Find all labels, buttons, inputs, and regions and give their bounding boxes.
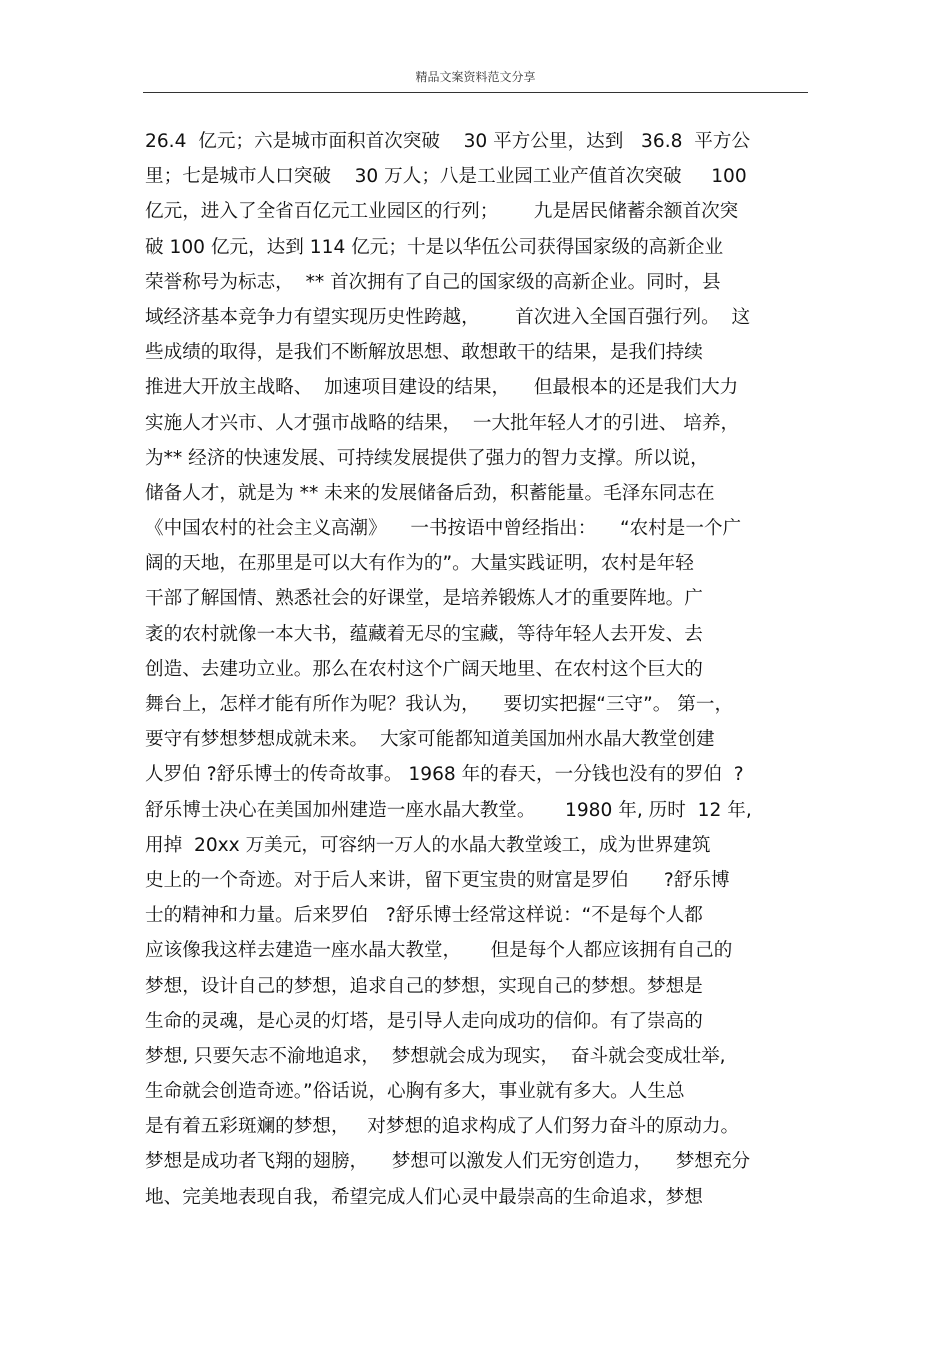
text-line: 应该像我这样去建造一座水晶大教堂， 但是每个人都应该拥有自己的 [145, 940, 733, 962]
text-line: 生命就会创造奇迹。”俗话说，心胸有多大，事业就有多大。人生总 [145, 1081, 685, 1103]
text-line: 梦想, 只要矢志不渝地追求， 梦想就会成为现实， 奋斗就会变成壮举, [145, 1045, 726, 1067]
page-header [143, 66, 808, 93]
text-line: 用掉 20xx 万美元，可容纳一万人的水晶大教堂竣工，成为世界建筑 [145, 834, 711, 856]
text-line: 史上的一个奇迹。对于后人来讲，留下更宝贵的财富是罗伯 ?舒乐博 [145, 869, 730, 891]
text-line: 人罗伯 ?舒乐博士的传奇故事。 1968 年的春天，一分钱也没有的罗伯 ? [145, 764, 744, 786]
text-line: 阔的天地，在那里是可以大有作为的”。大量实践证明，农村是年轻 [145, 553, 694, 575]
text-line: 里；七是城市人口突破 30 万人；八是工业园工业产值首次突破 100 [145, 166, 747, 188]
text-line: 干部了解国情、熟悉社会的好课堂，是培养锻炼人才的重要阵地。广 [145, 588, 703, 610]
text-line: 梦想，设计自己的梦想，追求自己的梦想，实现自己的梦想。梦想是 [145, 975, 703, 997]
text-line: 要守有梦想梦想成就未来。 大家可能都知道美国加州水晶大教堂创建 [145, 729, 715, 751]
page-header-title: 精品文案资料范文分享 [415, 70, 536, 84]
text-line: 《中国农村的社会主义高潮》 一书按语中曾经指出： “农村是一个广 [145, 518, 742, 540]
text-line: 破 100 亿元，达到 114 亿元；十是以华伍公司获得国家级的高新企业 [145, 236, 724, 258]
text-line: 士的精神和力量。后来罗伯 ?舒乐博士经常这样说：“不是每个人都 [145, 905, 703, 927]
text-line: 舒乐博士决心在美国加州建造一座水晶大教堂。 1980 年, 历时 12 年, [145, 799, 752, 821]
text-line: 创造、去建功立业。那么在农村这个广阔天地里、在农村这个巨大的 [145, 658, 703, 680]
text-line: 地、完美地表现自我，希望完成人们心灵中最崇高的生命追求，梦想 [145, 1186, 703, 1208]
text-line: 26.4 亿元；六是城市面积首次突破 30 平方公里，达到 36.8 平方公 [145, 131, 751, 152]
text-line: 生命的灵魂，是心灵的灯塔，是引导人走向成功的信仰。有了崇高的 [145, 1010, 703, 1032]
text-line: 推进大开放主战略、 加速项目建设的结果， 但最根本的还是我们大力 [145, 377, 739, 399]
text-line: 些成绩的取得，是我们不断解放思想、敢想敢干的结果，是我们持续 [145, 342, 703, 364]
text-line: 为** 经济的快速发展、可持续发展提供了强力的智力支撑。所以说， [145, 447, 709, 469]
document-body [145, 124, 815, 1215]
text-line: 荣誉称号为标志， ** 首次拥有了自己的国家级的高新企业。同时，县 [145, 271, 721, 293]
text-line: 实施人才兴市、人才强市战略的结果， 一大批年轻人才的引进、 培养， [145, 412, 740, 434]
text-line: 亿元，进入了全省百亿元工业园区的行列； 九是居民储蓄余额首次突 [145, 201, 739, 223]
text-line: 梦想是成功者飞翔的翅膀， 梦想可以激发人们无穷创造力， 梦想充分 [145, 1151, 751, 1173]
text-line: 域经济基本竞争力有望实现历史性跨越， 首次进入全国百强行列。 这 [145, 306, 751, 328]
text-line: 储备人才，就是为 ** 未来的发展储备后劲，积蓄能量。毛泽东同志在 [145, 482, 715, 504]
text-line: 袤的农村就像一本大书，蕴藏着无尽的宝藏，等待年轻人去开发、去 [145, 623, 703, 645]
text-line: 是有着五彩斑斓的梦想， 对梦想的追求构成了人们努力奋斗的原动力。 [145, 1116, 740, 1138]
text-line: 舞台上，怎样才能有所作为呢？我认为， 要切实把握“三守”。 第一， [145, 694, 734, 715]
